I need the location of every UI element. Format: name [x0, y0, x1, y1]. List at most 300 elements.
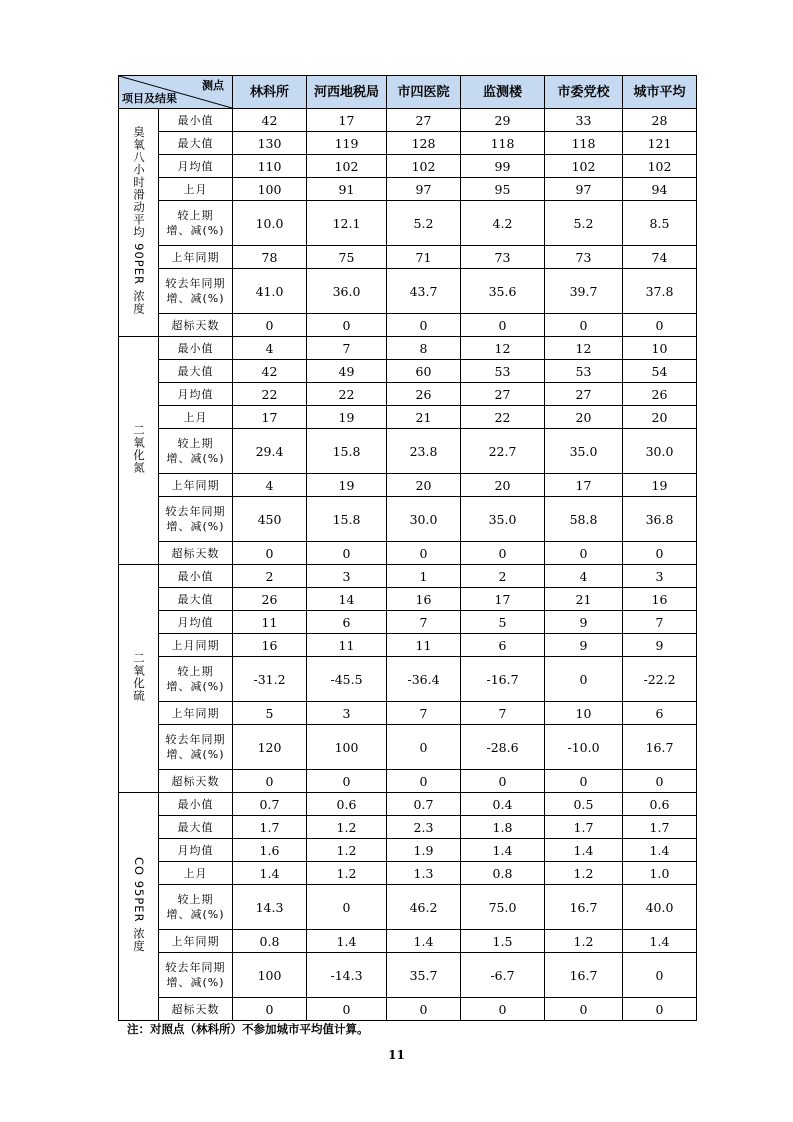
value-cell: 110: [233, 155, 307, 178]
value-cell: 49: [307, 360, 387, 383]
row-item-label: [159, 657, 233, 702]
value-cell: 1.7: [233, 816, 307, 839]
table-row: [119, 998, 697, 1021]
table-row: [119, 201, 697, 246]
value-cell: 11: [387, 634, 461, 657]
value-cell: 120: [233, 725, 307, 770]
value-cell: 9: [545, 634, 623, 657]
value-cell: 10.0: [233, 201, 307, 246]
value-cell: 2: [461, 565, 545, 588]
value-cell: 0: [545, 657, 623, 702]
pollutant-group-label: [119, 793, 159, 1021]
value-cell: 97: [545, 178, 623, 201]
value-cell: 0: [545, 770, 623, 793]
row-item-label: [159, 132, 233, 155]
value-cell: 0: [461, 542, 545, 565]
value-cell: 0: [387, 542, 461, 565]
value-cell: 33: [545, 109, 623, 132]
value-cell: 35.6: [461, 269, 545, 314]
table-row: [119, 930, 697, 953]
value-cell: 7: [461, 702, 545, 725]
value-cell: 0.8: [461, 862, 545, 885]
value-cell: -16.7: [461, 657, 545, 702]
value-cell: 12: [545, 337, 623, 360]
pollutant-group-label: [119, 337, 159, 565]
row-item-label: [159, 816, 233, 839]
value-cell: 0: [387, 998, 461, 1021]
row-item-label: [159, 201, 233, 246]
value-cell: 0: [461, 770, 545, 793]
row-item-label: [159, 770, 233, 793]
row-item-text: 月均值: [177, 387, 214, 401]
value-cell: 19: [307, 474, 387, 497]
value-cell: 14: [307, 588, 387, 611]
row-item-text: 较上期: [177, 665, 214, 678]
row-item-label: [159, 702, 233, 725]
value-cell: 26: [623, 383, 697, 406]
value-cell: 42: [233, 360, 307, 383]
value-cell: -31.2: [233, 657, 307, 702]
value-cell: 12: [461, 337, 545, 360]
table-row: [119, 816, 697, 839]
table-row: [119, 132, 697, 155]
value-cell: 35.0: [461, 497, 545, 542]
row-item-text: 增、减(%): [166, 908, 225, 921]
value-cell: 1.4: [623, 930, 697, 953]
station-header: 林科所: [233, 76, 307, 109]
value-cell: 12.1: [307, 201, 387, 246]
table-row: [119, 565, 697, 588]
station-header: 市委党校: [545, 76, 623, 109]
table-row: [119, 155, 697, 178]
value-cell: 0: [233, 314, 307, 337]
table-row: [119, 885, 697, 930]
row-item-text: 上年同期: [171, 706, 220, 720]
row-item-text: 增、减(%): [166, 680, 225, 693]
value-cell: 0.6: [623, 793, 697, 816]
value-cell: 0.7: [233, 793, 307, 816]
pollutant-name: 二氧化硫: [132, 651, 146, 702]
value-cell: 22.7: [461, 429, 545, 474]
row-item-label: [159, 634, 233, 657]
row-item-label: [159, 246, 233, 269]
value-cell: 21: [545, 588, 623, 611]
value-cell: 0: [623, 998, 697, 1021]
row-item-label: [159, 269, 233, 314]
value-cell: 10: [545, 702, 623, 725]
row-item-text: 最大值: [177, 364, 214, 378]
value-cell: 1.4: [233, 862, 307, 885]
value-cell: 1.7: [545, 816, 623, 839]
value-cell: 100: [233, 953, 307, 998]
value-cell: 1.8: [461, 816, 545, 839]
value-cell: 4: [545, 565, 623, 588]
value-cell: 9: [545, 611, 623, 634]
value-cell: 4: [233, 337, 307, 360]
value-cell: 121: [623, 132, 697, 155]
value-cell: 450: [233, 497, 307, 542]
value-cell: -22.2: [623, 657, 697, 702]
value-cell: 36.0: [307, 269, 387, 314]
row-item-label: [159, 588, 233, 611]
value-cell: 60: [387, 360, 461, 383]
value-cell: -45.5: [307, 657, 387, 702]
row-item-text: 上月: [183, 410, 208, 424]
value-cell: 0.6: [307, 793, 387, 816]
row-item-text: 最小值: [177, 569, 214, 583]
row-item-text: 最大值: [177, 592, 214, 606]
value-cell: 29.4: [233, 429, 307, 474]
value-cell: 58.8: [545, 497, 623, 542]
table-row: [119, 542, 697, 565]
table-row: [119, 862, 697, 885]
row-item-label: [159, 953, 233, 998]
value-cell: 102: [545, 155, 623, 178]
row-item-text: 最小值: [177, 341, 214, 355]
row-item-text: 月均值: [177, 843, 214, 857]
value-cell: 100: [307, 725, 387, 770]
value-cell: 0: [545, 542, 623, 565]
value-cell: 21: [387, 406, 461, 429]
value-cell: 1.2: [307, 816, 387, 839]
value-cell: 53: [461, 360, 545, 383]
value-cell: 7: [307, 337, 387, 360]
value-cell: -6.7: [461, 953, 545, 998]
value-cell: 4: [233, 474, 307, 497]
value-cell: 0: [307, 885, 387, 930]
row-item-text: 最小值: [177, 797, 214, 811]
value-cell: 1.4: [623, 839, 697, 862]
value-cell: 19: [307, 406, 387, 429]
row-item-text: 超标天数: [171, 318, 220, 332]
value-cell: 35.7: [387, 953, 461, 998]
table-row: [119, 474, 697, 497]
row-item-text: 上年同期: [171, 478, 220, 492]
row-item-text: 超标天数: [171, 546, 220, 560]
value-cell: 8: [387, 337, 461, 360]
value-cell: 27: [461, 383, 545, 406]
value-cell: 2.3: [387, 816, 461, 839]
table-row: [119, 109, 697, 132]
value-cell: 35.0: [545, 429, 623, 474]
value-cell: 3: [307, 565, 387, 588]
row-item-text: 增、减(%): [166, 976, 225, 989]
value-cell: 99: [461, 155, 545, 178]
value-cell: 73: [545, 246, 623, 269]
row-item-label: [159, 109, 233, 132]
value-cell: 26: [233, 588, 307, 611]
value-cell: 17: [307, 109, 387, 132]
value-cell: 0: [307, 998, 387, 1021]
value-cell: 100: [233, 178, 307, 201]
value-cell: -10.0: [545, 725, 623, 770]
value-cell: 14.3: [233, 885, 307, 930]
pollutant-name: 臭氧八小时滑动平均 90PER 浓度: [132, 126, 146, 315]
value-cell: 0: [387, 725, 461, 770]
value-cell: 6: [307, 611, 387, 634]
value-cell: 30.0: [623, 429, 697, 474]
value-cell: 37.8: [623, 269, 697, 314]
value-cell: 75: [307, 246, 387, 269]
row-item-text: 超标天数: [171, 774, 220, 788]
value-cell: 7: [387, 611, 461, 634]
row-item-text: 增、减(%): [166, 748, 225, 761]
row-item-label: [159, 885, 233, 930]
value-cell: 0: [623, 542, 697, 565]
value-cell: 0: [461, 998, 545, 1021]
value-cell: 0.5: [545, 793, 623, 816]
row-item-label: [159, 360, 233, 383]
value-cell: 20: [387, 474, 461, 497]
row-item-text: 较去年同期: [165, 733, 226, 746]
pollutant-group-label: [119, 109, 159, 337]
header-corner: [119, 76, 233, 109]
value-cell: 20: [461, 474, 545, 497]
value-cell: 118: [461, 132, 545, 155]
table-row: [119, 178, 697, 201]
value-cell: 119: [307, 132, 387, 155]
value-cell: 0: [307, 314, 387, 337]
row-item-label: [159, 862, 233, 885]
table-row: [119, 953, 697, 998]
value-cell: 75.0: [461, 885, 545, 930]
value-cell: 5: [461, 611, 545, 634]
value-cell: 0: [233, 542, 307, 565]
table-row: [119, 429, 697, 474]
value-cell: 23.8: [387, 429, 461, 474]
value-cell: 16.7: [545, 885, 623, 930]
row-item-text: 上年同期: [171, 250, 220, 264]
value-cell: 91: [307, 178, 387, 201]
value-cell: 30.0: [387, 497, 461, 542]
table-row: [119, 839, 697, 862]
table-row: [119, 611, 697, 634]
row-item-text: 较去年同期: [165, 277, 226, 290]
row-item-text: 月均值: [177, 159, 214, 173]
table-row: [119, 406, 697, 429]
row-item-text: 上年同期: [171, 934, 220, 948]
value-cell: 0: [233, 770, 307, 793]
value-cell: 16: [623, 588, 697, 611]
row-item-label: [159, 383, 233, 406]
row-item-text: 增、减(%): [166, 452, 225, 465]
value-cell: 5.2: [545, 201, 623, 246]
row-item-text: 上月: [183, 182, 208, 196]
value-cell: 0: [623, 770, 697, 793]
value-cell: 17: [545, 474, 623, 497]
table-row: [119, 657, 697, 702]
value-cell: 41.0: [233, 269, 307, 314]
value-cell: 17: [233, 406, 307, 429]
value-cell: 7: [623, 611, 697, 634]
value-cell: 102: [307, 155, 387, 178]
value-cell: 10: [623, 337, 697, 360]
value-cell: 1.4: [307, 930, 387, 953]
table-row: [119, 634, 697, 657]
page-number: 11: [388, 1048, 405, 1062]
value-cell: 6: [461, 634, 545, 657]
value-cell: 3: [307, 702, 387, 725]
value-cell: 73: [461, 246, 545, 269]
pollutant-name: 二氧化氮: [132, 423, 146, 474]
value-cell: 19: [623, 474, 697, 497]
value-cell: 94: [623, 178, 697, 201]
row-item-text: 最大值: [177, 136, 214, 150]
row-item-label: [159, 930, 233, 953]
value-cell: 2: [233, 565, 307, 588]
row-item-label: [159, 474, 233, 497]
table-note: 注：对照点（林科所）不参加城市平均值计算。: [127, 1022, 369, 1036]
value-cell: -28.6: [461, 725, 545, 770]
station-header: 监测楼: [461, 76, 545, 109]
value-cell: 1.9: [387, 839, 461, 862]
table-row: [119, 793, 697, 816]
value-cell: 102: [623, 155, 697, 178]
value-cell: 28: [623, 109, 697, 132]
value-cell: 20: [623, 406, 697, 429]
row-item-text: 较上期: [177, 437, 214, 450]
row-item-label: [159, 565, 233, 588]
value-cell: 1.4: [545, 839, 623, 862]
value-cell: 1.4: [387, 930, 461, 953]
table-row: [119, 383, 697, 406]
value-cell: 46.2: [387, 885, 461, 930]
value-cell: 0: [623, 953, 697, 998]
value-cell: 1.7: [623, 816, 697, 839]
value-cell: 0: [307, 770, 387, 793]
row-item-text: 最小值: [177, 113, 214, 127]
table-row: [119, 360, 697, 383]
row-item-label: [159, 497, 233, 542]
row-item-label: [159, 429, 233, 474]
table-row: [119, 497, 697, 542]
row-item-text: 超标天数: [171, 1002, 220, 1016]
value-cell: 130: [233, 132, 307, 155]
value-cell: 1.2: [307, 839, 387, 862]
value-cell: 16.7: [623, 725, 697, 770]
value-cell: 40.0: [623, 885, 697, 930]
value-cell: 16: [387, 588, 461, 611]
table-row: [119, 269, 697, 314]
row-item-text: 增、减(%): [166, 520, 225, 533]
value-cell: 29: [461, 109, 545, 132]
value-cell: 53: [545, 360, 623, 383]
value-cell: 118: [545, 132, 623, 155]
table-body: [119, 109, 697, 1021]
value-cell: 27: [387, 109, 461, 132]
row-item-text: 较上期: [177, 893, 214, 906]
value-cell: 5: [233, 702, 307, 725]
value-cell: 5.2: [387, 201, 461, 246]
value-cell: 0.4: [461, 793, 545, 816]
value-cell: 20: [545, 406, 623, 429]
row-item-label: [159, 155, 233, 178]
value-cell: 43.7: [387, 269, 461, 314]
value-cell: 22: [307, 383, 387, 406]
value-cell: 26: [387, 383, 461, 406]
row-item-label: [159, 839, 233, 862]
value-cell: 16: [233, 634, 307, 657]
value-cell: 22: [233, 383, 307, 406]
table-row: [119, 314, 697, 337]
row-item-label: [159, 725, 233, 770]
value-cell: 1.5: [461, 930, 545, 953]
table-row: [119, 588, 697, 611]
value-cell: 0: [545, 314, 623, 337]
station-header: 河西地税局: [307, 76, 387, 109]
row-item-text: 较去年同期: [165, 961, 226, 974]
table-row: [119, 337, 697, 360]
value-cell: 102: [387, 155, 461, 178]
value-cell: 78: [233, 246, 307, 269]
value-cell: 0: [461, 314, 545, 337]
value-cell: -14.3: [307, 953, 387, 998]
value-cell: 27: [545, 383, 623, 406]
value-cell: 1.0: [623, 862, 697, 885]
row-item-label: [159, 406, 233, 429]
station-header: 城市平均: [623, 76, 697, 109]
value-cell: 42: [233, 109, 307, 132]
value-cell: 3: [623, 565, 697, 588]
value-cell: 95: [461, 178, 545, 201]
value-cell: 0: [307, 542, 387, 565]
corner-bottom-label: 项目及结果: [122, 92, 177, 105]
row-item-text: 增、减(%): [166, 224, 225, 237]
value-cell: 15.8: [307, 429, 387, 474]
row-item-label: [159, 793, 233, 816]
value-cell: 15.8: [307, 497, 387, 542]
value-cell: 39.7: [545, 269, 623, 314]
value-cell: 74: [623, 246, 697, 269]
row-item-label: [159, 337, 233, 360]
value-cell: 0: [233, 998, 307, 1021]
value-cell: 8.5: [623, 201, 697, 246]
value-cell: 1.4: [461, 839, 545, 862]
value-cell: 1.2: [545, 930, 623, 953]
pollutant-group-label: [119, 565, 159, 793]
value-cell: 11: [233, 611, 307, 634]
value-cell: 0.8: [233, 930, 307, 953]
corner-top-label: 测点: [202, 79, 224, 92]
station-header: 市四医院: [387, 76, 461, 109]
row-item-text: 上月: [183, 866, 208, 880]
value-cell: 0: [623, 314, 697, 337]
row-item-text: 较上期: [177, 209, 214, 222]
value-cell: 0.7: [387, 793, 461, 816]
value-cell: 128: [387, 132, 461, 155]
value-cell: 22: [461, 406, 545, 429]
table-row: [119, 770, 697, 793]
row-item-text: 较去年同期: [165, 505, 226, 518]
pollutant-name: CO 95PER 浓度: [132, 856, 146, 953]
table-row: [119, 725, 697, 770]
row-item-text: 增、减(%): [166, 292, 225, 305]
value-cell: 54: [623, 360, 697, 383]
row-item-label: [159, 611, 233, 634]
value-cell: 0: [387, 770, 461, 793]
row-item-label: [159, 542, 233, 565]
row-item-label: [159, 178, 233, 201]
value-cell: 71: [387, 246, 461, 269]
value-cell: 4.2: [461, 201, 545, 246]
value-cell: 1: [387, 565, 461, 588]
value-cell: 0: [387, 314, 461, 337]
air-quality-table: [118, 75, 697, 1021]
row-item-text: 上月同期: [171, 638, 220, 652]
table-row: [119, 702, 697, 725]
row-item-label: [159, 998, 233, 1021]
row-item-text: 月均值: [177, 615, 214, 629]
